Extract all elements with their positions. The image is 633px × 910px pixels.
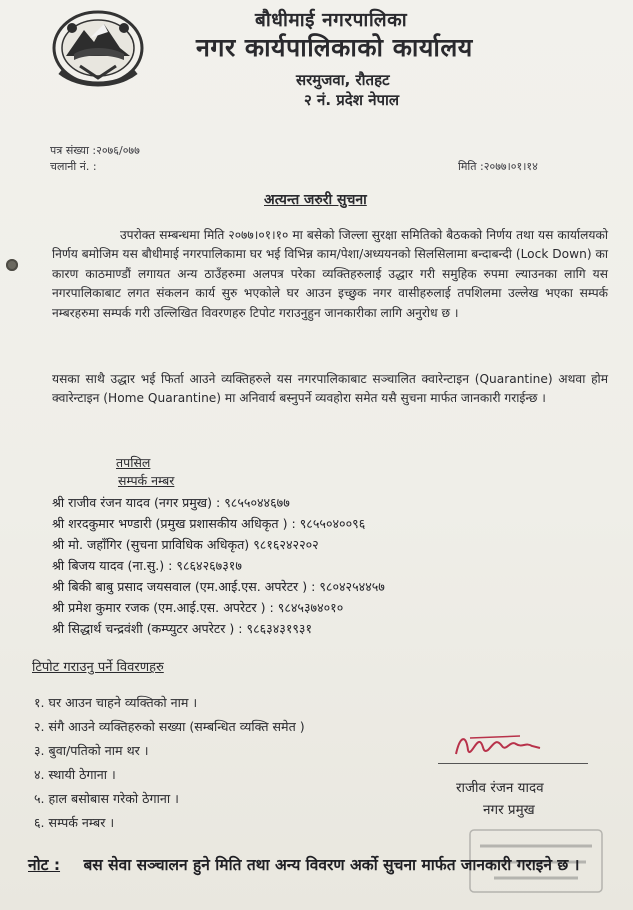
- contact-item: श्री बिजय यादव (ना.सु.) : ९८६४२६७३१७: [52, 558, 242, 573]
- nepal-emblem-icon: [50, 8, 146, 92]
- municipality-name: बौधीमाई नगरपालिका: [255, 9, 408, 31]
- signature-line: [438, 763, 588, 764]
- body-paragraph-2: यसका साथै उद्धार भई फिर्ता आउने व्यक्तिहरुले यस नगरपालिकाबाट सञ्चालित क्वारेन्टाइन (Quarantine) अथवा होम क्वारेन्टाइन (Home Quarantine) मा अनिवार्य बस्नुपर्ने व्यवहोरा समेत यसै सुचना मार्फत जानकारी गराईन्छ ।: [52, 372, 608, 406]
- note-label: नोट :: [28, 856, 61, 874]
- punch-hole: [6, 259, 18, 271]
- body-paragraph-1: उपरोक्त सम्बन्धमा मिति २०७७।०१।१० मा बसेको जिल्ला सुरक्षा समितिको बैठकको निर्णय तथा यस कार्यालयको निर्णय बमोजिम यस बौधीमाई नगरपालिकामा घर भई विभिन्न काम/पेशा/अध्ययनको सिलसिलामा बन्दाबन्दी (Lock Down) का कारण काठमाण्डौं लगायत अन्य ठाउँहरुमा अलपत्र परेका व्यक्तिहरुलाई उद्धार गरी समुहिक रुपमा ल्याउनका लागि यस नगरपालिकाबाट लगत संकलन कार्य सुरु भएकोले घर आउन इच्छुक नगर वासीहरुलाई तपशिलमा उल्लेख भएका सम्पर्क नम्बरहरुमा सम्पर्क गरी उल्लिखित विवरणहरु टिपोट गराउनुहुन जानकारीका लागि अनुरोध छ ।: [52, 228, 608, 320]
- details-heading: टिपोट गराउनु पर्ने विवरणहरु: [32, 660, 164, 675]
- dispatch-number: चलानी नं. :: [50, 160, 97, 173]
- signatory-title: नगर प्रमुख: [483, 802, 535, 818]
- office-address: सरमुजवा, रौतहट: [296, 71, 390, 89]
- signature-icon: [450, 728, 546, 762]
- contact-item: श्री मो. जहाँगिर (सुचना प्राविधिक अधिकृत) ९८१६२४२२०२: [52, 537, 319, 552]
- details-item: ५. हाल बसोबास गरेको ठेगाना ।: [34, 791, 179, 806]
- footer-note: [28, 852, 608, 879]
- contact-item: श्री शरदकुमार भण्डारी (प्रमुख प्रशासकीय अधिकृत ) : ९८५५०४००९६: [52, 516, 366, 531]
- province-name: २ नं. प्रदेश नेपाल: [304, 91, 400, 109]
- letter-number: पत्र संख्या :२०७६/०७७: [50, 144, 140, 157]
- contact-item: श्री सिद्धार्थ चन्द्रवंशी (कम्प्युटर अपरेटर ) : ९८६३४३१९३१: [52, 621, 313, 636]
- contacts-heading: सम्पर्क नम्बर: [118, 473, 175, 488]
- note-text: बस सेवा सञ्चालन हुने मिति तथा अन्य विवरण अर्को सुचना मार्फत जानकारी गराइने छ ।: [83, 856, 580, 874]
- schedule-heading: तपसिल: [116, 455, 151, 470]
- contact-item: श्री राजीव रंजन यादव (नगर प्रमुख) : ९८५५०४४६७७: [52, 495, 290, 510]
- contact-item: श्री बिकी बाबु प्रसाद जयसवाल (एम.आई.एस. अपरेटर ) : ९८०४२५४४५७: [52, 579, 385, 594]
- office-name: नगर कार्यपालिकाको कार्यालय: [196, 33, 473, 62]
- details-item: १. घर आउन चाहने व्यक्तिको नाम ।: [34, 695, 198, 710]
- signatory-name: राजीव रंजन यादव: [456, 780, 544, 796]
- notice-date: मिति :२०७७।०१।१४: [458, 160, 538, 173]
- details-item: ६. सम्पर्क नम्बर ।: [34, 815, 115, 830]
- notice-title: अत्यन्त जरुरी सुचना: [264, 192, 367, 208]
- details-item: ३. बुवा/पतिको नाम थर ।: [34, 743, 149, 758]
- details-item: २. संगै आउने व्यक्तिहरुको सख्या (सम्बन्धित व्यक्ति समेत ): [34, 719, 305, 734]
- contact-item: श्री प्रमेश कुमार रजक (एम.आई.एस. अपरेटर ) : ९८४५३७४०१०: [52, 600, 344, 615]
- details-item: ४. स्थायी ठेगाना ।: [34, 767, 116, 782]
